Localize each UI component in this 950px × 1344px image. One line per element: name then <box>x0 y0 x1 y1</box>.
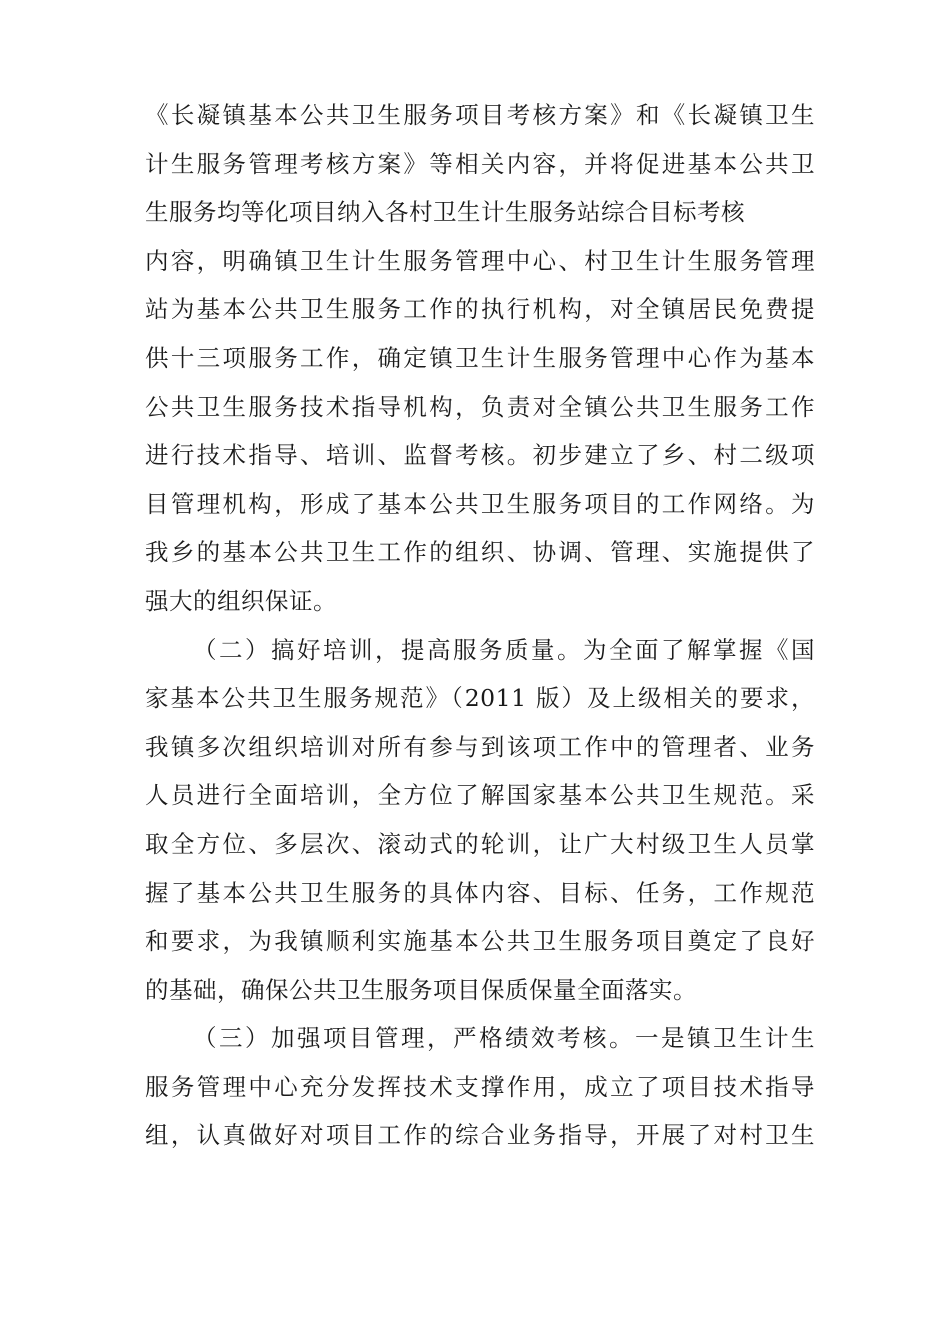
text-line: 强大的组织保证。 <box>145 586 337 615</box>
text-line: 取全方位、多层次、滚动式的轮训，让广大村级卫生人员掌 <box>145 829 815 858</box>
body-text <box>145 91 815 1160</box>
text-line: 公共卫生服务技术指导机构，负责对全镇公共卫生服务工作 <box>145 392 815 421</box>
text-line: 供十三项服务工作，确定镇卫生计生服务管理中心作为基本 <box>145 343 815 372</box>
text-line: 组，认真做好对项目工作的综合业务指导，开展了对村卫生 <box>145 1121 815 1150</box>
text-line: 人员进行全面培训，全方位了解国家基本公共卫生规范。采 <box>145 781 815 810</box>
text-line: 《长凝镇基本公共卫生服务项目考核方案》和《长凝镇卫生 <box>145 101 815 129</box>
text-line: 握了基本公共卫生服务的具体内容、目标、任务，工作规范 <box>145 878 815 907</box>
paragraph-heading-2: （二）搞好培训，提高服务质量。为全面了解掌握《国 <box>193 635 815 664</box>
text-line: 我镇多次组织培训对所有参与到该项工作中的管理者、业务 <box>145 732 815 761</box>
text-line: 进行技术指导、培训、监督考核。初步建立了乡、村二级项 <box>145 441 815 470</box>
text-line: 生服务均等化项目纳入各村卫生计生服务站综合目标考核 <box>145 198 745 227</box>
text-line: 计生服务管理考核方案》等相关内容，并将促进基本公共卫 <box>145 149 815 178</box>
text-line: 站为基本公共卫生服务工作的执行机构，对全镇居民免费提 <box>145 295 815 324</box>
text-line: 目管理机构，形成了基本公共卫生服务项目的工作网络。为 <box>145 489 815 518</box>
text-line: 服务管理中心充分发挥技术支撑作用，成立了项目技术指导 <box>145 1072 815 1101</box>
paragraph-heading-3: （三）加强项目管理，严格绩效考核。一是镇卫生计生 <box>193 1024 815 1053</box>
text-line: 家基本公共卫生服务规范》（2011 版）及上级相关的要求， <box>145 684 815 713</box>
text-line: 我乡的基本公共卫生工作的组织、协调、管理、实施提供了 <box>145 538 815 567</box>
text-line: 内容，明确镇卫生计生服务管理中心、村卫生计生服务管理 <box>145 246 815 275</box>
text-line: 的基础，确保公共卫生服务项目保质保量全面落实。 <box>145 975 697 1004</box>
text-line: 和要求，为我镇顺利实施基本公共卫生服务项目奠定了良好 <box>145 927 815 956</box>
